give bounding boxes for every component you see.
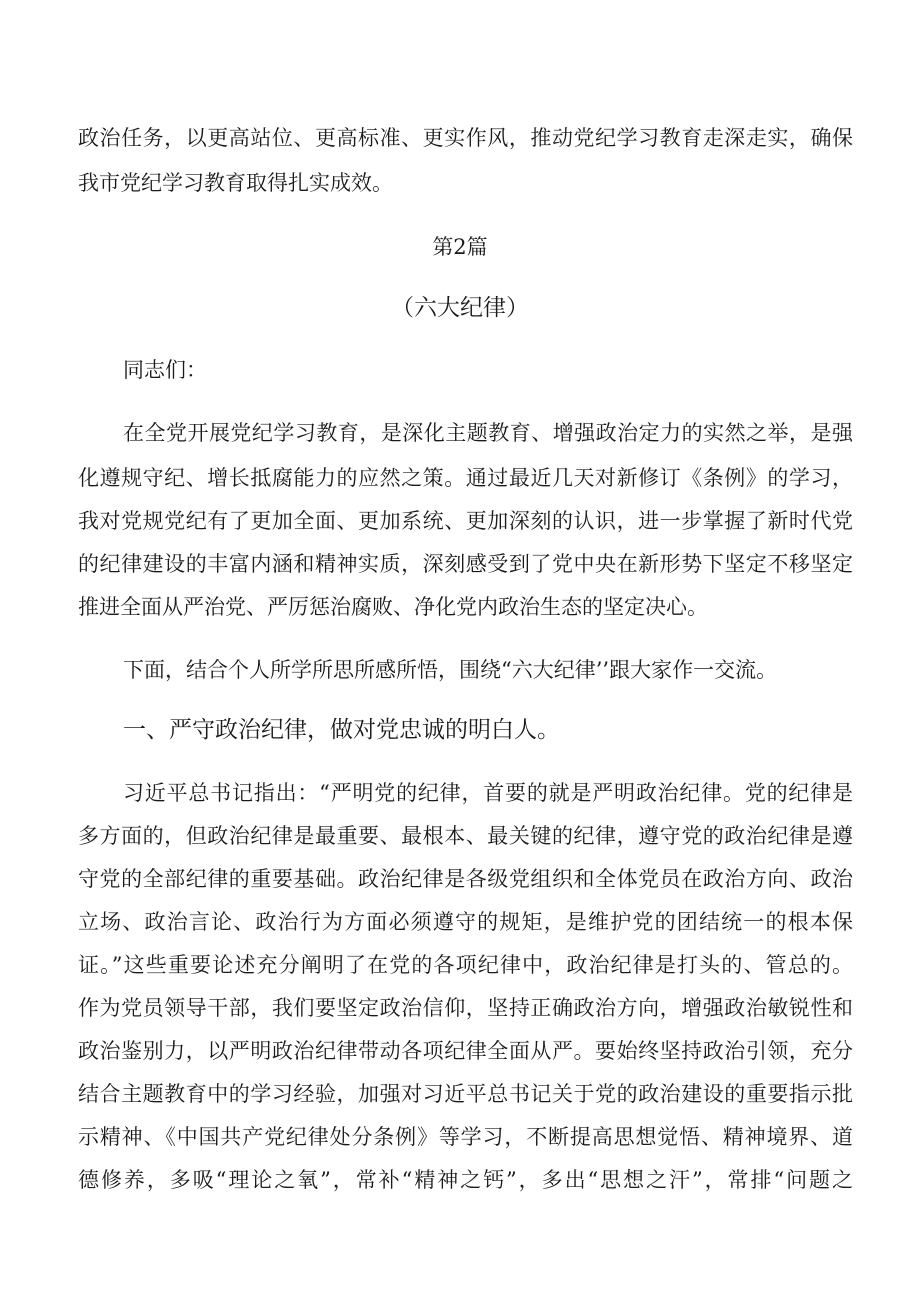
para1-line-4: 的纪律建设的丰富内涵和精神实质，深刻感受到了党中央在新形势下坚定不移坚定	[78, 552, 853, 576]
para3-line-7: 政治鉴别力，以严明政治纪律带动各项纪律全面从严。要始终坚持政治引领，充分	[78, 1039, 853, 1063]
para3-line-5: 证。”这些重要论述充分阐明了在党的各项纪律中，政治纪律是打头的、管总的。	[78, 953, 853, 977]
intro-line-1: 政治任务，以更高站位、更高标准、更实作风，推动党纪学习教育走深走实，确保	[78, 126, 853, 150]
para2: 下面，结合个人所学所思所感所悟，围绕“六大纪律’’跟大家作一交流。	[123, 658, 778, 682]
subtitle: （六大纪律）	[391, 295, 529, 321]
para3-line-8: 结合主题教育中的学习经验，加强对习近平总书记关于党的政治建设的重要指示批	[78, 1082, 853, 1106]
para1-line-2: 化遵规守纪、增长抵腐能力的应然之策。通过最近几天对新修订《条例》的学习，	[78, 466, 853, 490]
para1-line-3: 我对党规党纪有了更加全面、更加系统、更加深刻的认识，进一步掌握了新时代党	[78, 509, 853, 533]
para1-line-1: 在全党开展党纪学习教育，是深化主题教育、增强政治定力的实然之举，是强	[123, 421, 853, 445]
para3-line-4: 立场、政治言论、政治行为方面必须遵守的规矩，是维护党的团结统一的根本保	[78, 910, 853, 934]
greeting: 同志们：	[123, 358, 207, 382]
para3-line-1: 习近平总书记指出：“严明党的纪律，首要的就是严明政治纪律。党的纪律是	[123, 781, 853, 805]
intro-line-2: 我市党纪学习教育取得扎实成效。	[78, 171, 393, 195]
para3-line-3: 守党的全部纪律的重要基础。政治纪律是各级党组织和全体党员在政治方向、政治	[78, 867, 853, 891]
para3-line-6: 作为党员领导干部，我们要坚定政治信仰，坚持正确政治方向，增强政治敏锐性和	[78, 996, 853, 1020]
para3-line-10: 德修养，多吸“理论之氧”，常补“精神之钙”，多出“思想之汗”，常排“问题之	[78, 1168, 853, 1192]
part-label: 第2篇	[432, 235, 488, 259]
para1-line-5: 推进全面从严治党、严厉惩治腐败、净化党内政治生态的坚定决心。	[78, 595, 708, 619]
section1-heading: 一、严守政治纪律，做对党忠诚的明白人。	[123, 717, 560, 743]
para3-line-2: 多方面的，但政治纪律是最重要、最根本、最关键的纪律，遵守党的政治纪律是遵	[78, 824, 853, 848]
para3-line-9: 示精神、《中国共产党纪律处分条例》等学习，不断提高思想觉悟、精神境界、道	[78, 1125, 853, 1149]
